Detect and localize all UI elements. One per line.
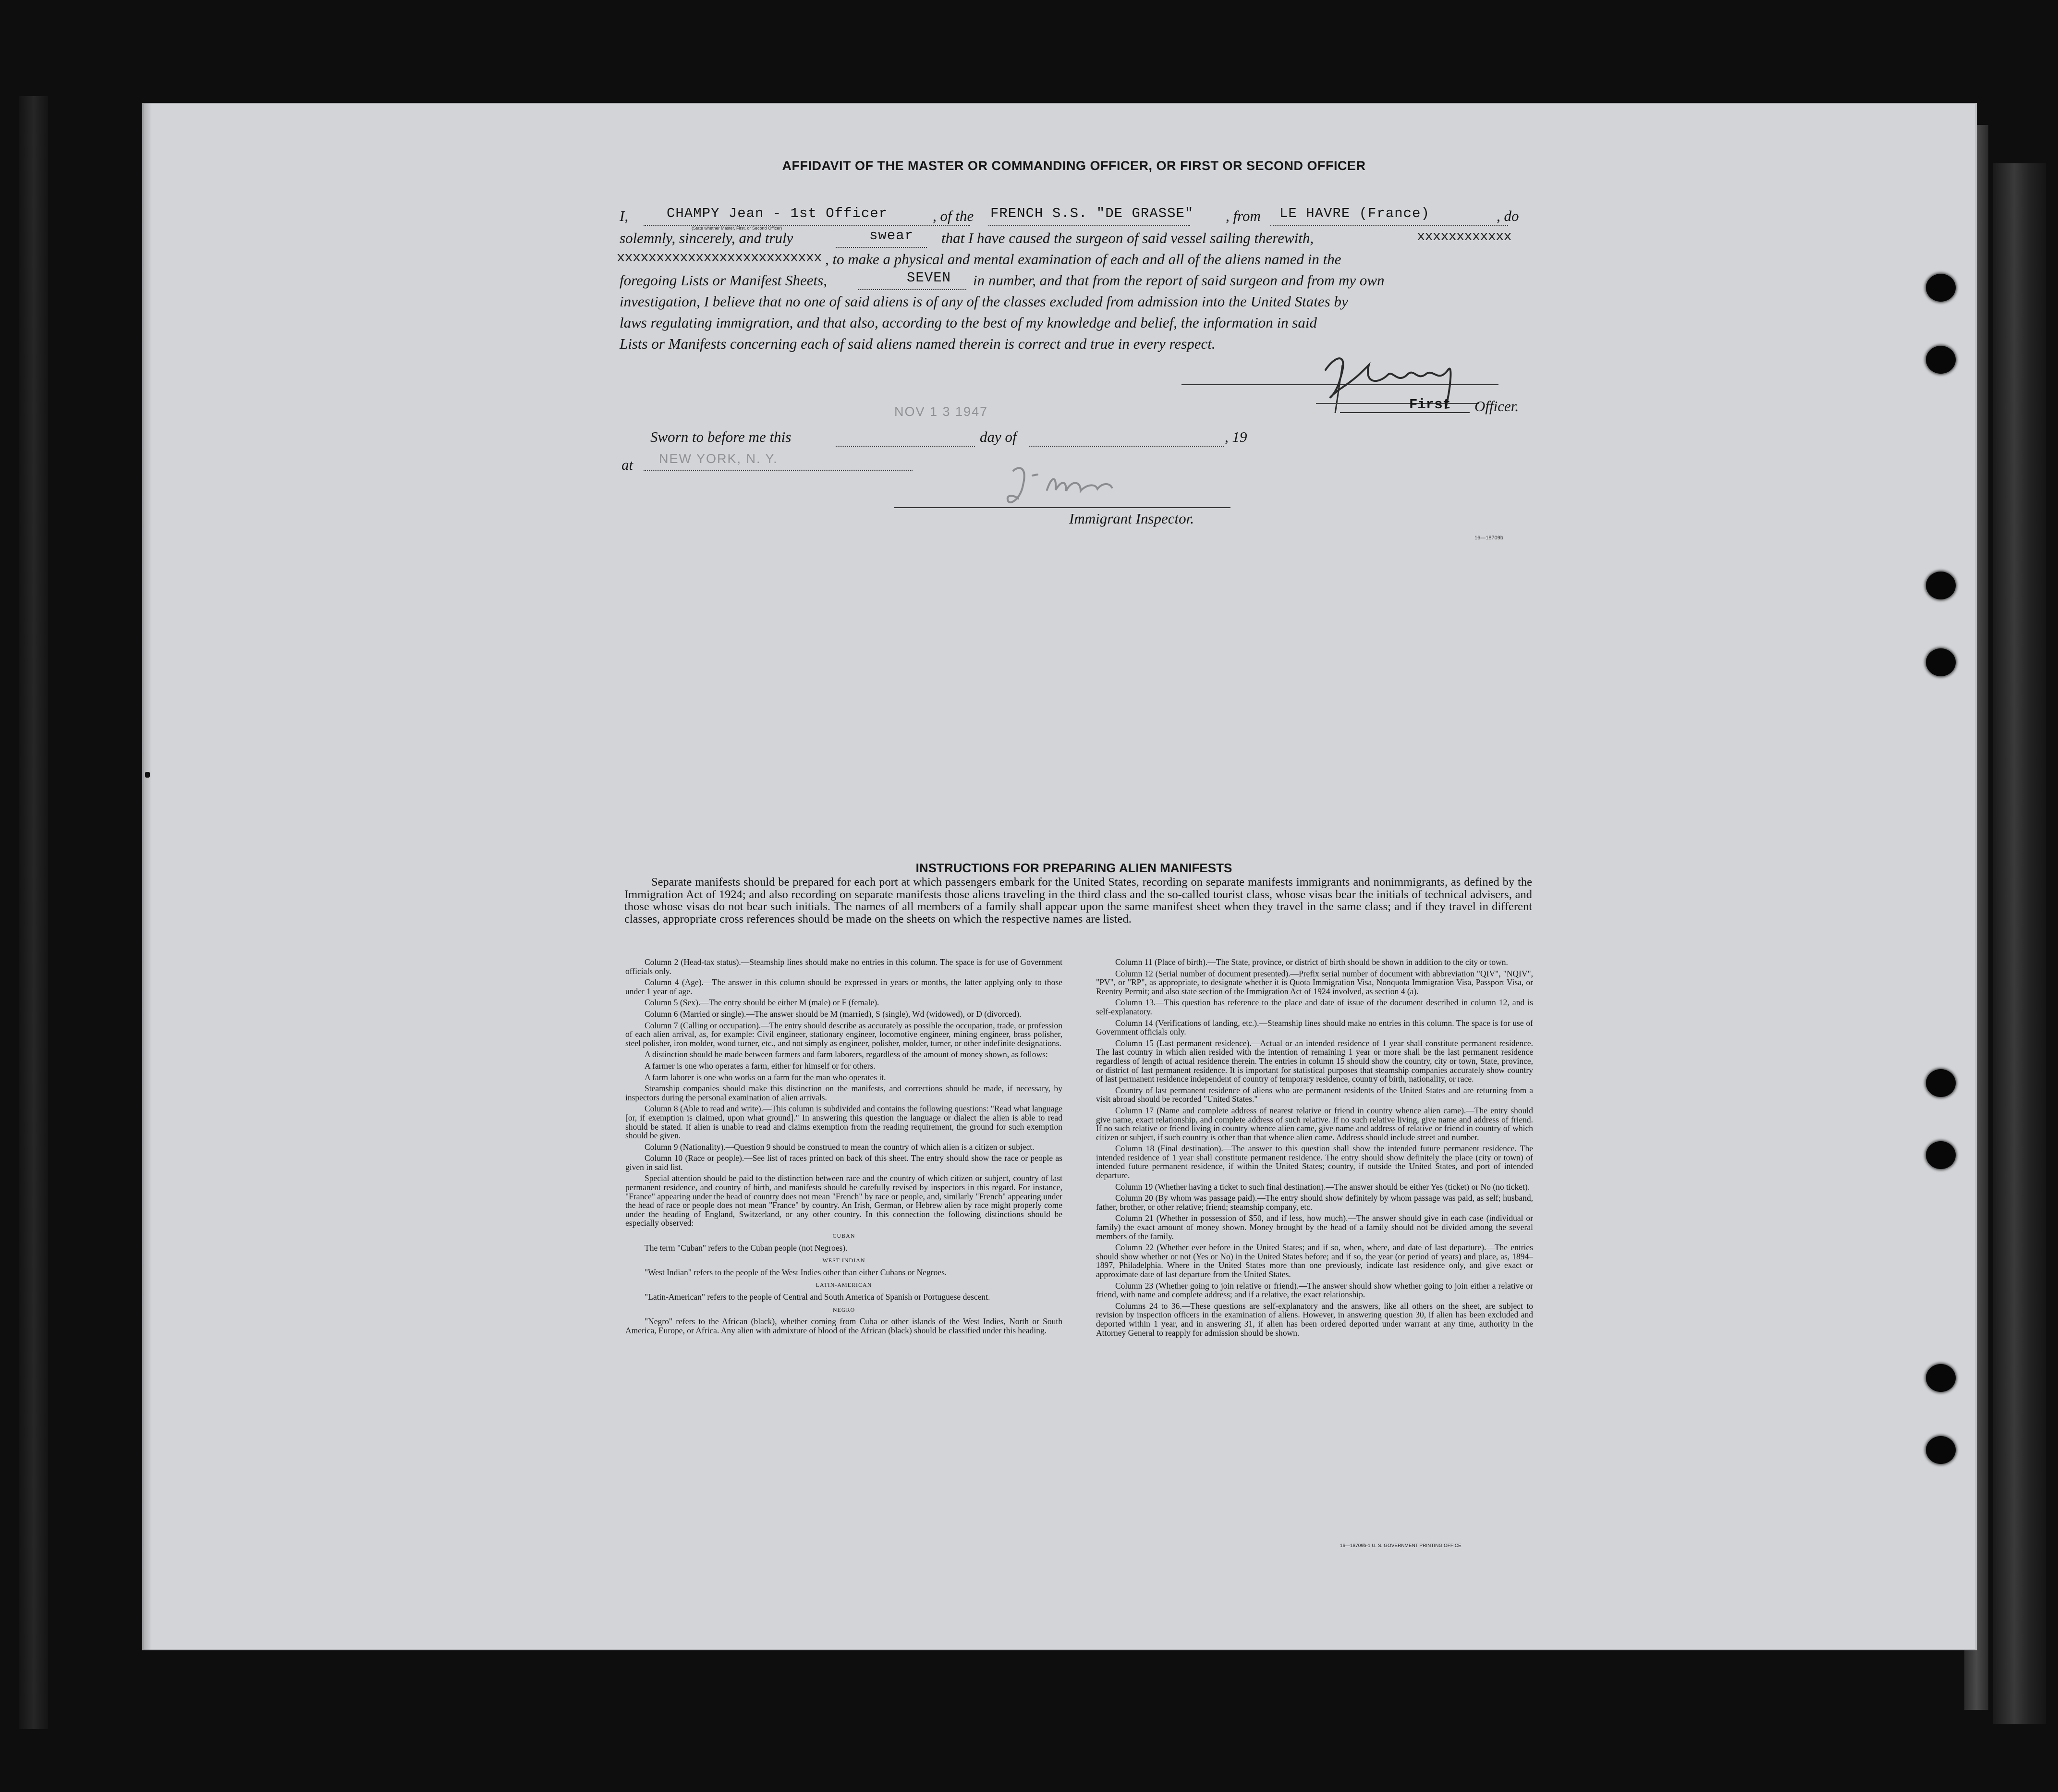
instruction-paragraph: A farm laborer is one who works on a farm for the man who operates it. [645,1072,886,1082]
instruction-paragraph: Column 12 (Serial number of document presented).—Prefix serial number of document with abbreviation "QIV", "NQIV", "PV", or "RP", as appropriate, to designate whether it is Quota Immigration Visa, Nonquota Immigration Visa, Passport Visa, or Reentry Permit; and also state section of the Immigration Act of 1924 involved, as section 4 (a). [1096,968,1533,996]
instruction-paragraph: Column 2 (Head-tax status).—Steamship lines should make no entries in this column. The space is for use of Government officials only. [625,957,1062,976]
affidavit-i: I, [620,207,629,224]
punch-hole [1926,1069,1956,1097]
officer-rank-field: First [1409,397,1451,413]
vessel-name-field: FRENCH S.S. "DE GRASSE" [990,206,1194,221]
blank-line [644,470,913,471]
affidavit-text: Lists or Manifests concerning each of said aliens named therein is correct and true in every respect. [620,335,1216,352]
margin-mark [145,772,150,778]
instruction-paragraph: Column 21 (Whether in possession of $50, and if less, how much).—The answer should give in each case (individual or family) the exact amount of money shown. Money brought by the head of a family should not be divided among the several members of the family. [1096,1213,1533,1241]
departure-port-field: LE HAVRE (France) [1279,206,1430,221]
instruction-paragraph: Column 20 (By whom was passage paid).—The entry should show definitely by whom passage was paid, as self; husband, father, brother, or other relative; friend; steamship company, etc. [1096,1193,1533,1212]
affidavit-title: AFFIDAVIT OF THE MASTER OR COMMANDING OFFICER, OR FIRST OR SECOND OFFICER [782,158,1366,173]
printing-office-code: 16—18709b-1 U. S. GOVERNMENT PRINTING OFFICE [1340,1543,1461,1548]
text-do: , do [1497,207,1519,224]
film-edge-right [1993,163,2046,1724]
instruction-paragraph: Column 11 (Place of birth).—The State, province, or district of birth should be shown in addition to the city or town. [1115,957,1508,967]
instruction-paragraph: Column 17 (Name and complete address of nearest relative or friend in country whence alien came).—The entry should give name, exact relationship, and complete address of such relative. If no such relative living, give name and address of friend. If no such relative or friend living in country whence alien came, give name and address of relative or friend in country of which citizen or subject, if such country is other than that whence alien came. Address should include street and number. [1096,1105,1533,1142]
instruction-paragraph: "Negro" refers to the African (black), whether coming from Cuba or other islands of the West Indies, North or South America, Europe, or Africa. Any alien with admixture of blood of the African (black) should be classified under this heading. [625,1317,1062,1335]
subheading-west-indian: WEST INDIAN [822,1257,865,1264]
instruction-paragraph: "West Indian" refers to the people of the West Indies other than either Cubans or Negroes. [645,1267,947,1277]
officer-rank-note: (State whether Master, First, or Second Officer) [692,226,782,231]
affidavit-text: foregoing Lists or Manifest Sheets, [620,272,827,289]
instruction-paragraph: Steamship companies should make this distinction on the manifests, and corrections should be made, if necessary, by inspectors during the personal examination of alien arrivals. [625,1084,1062,1102]
affidavit-line-6 [620,314,1532,337]
instruction-paragraph: Special attention should be paid to the distinction between race and the country of which citizen or subject, country of last permanent residence, and country of birth, and manifests should be carefully revised by inspectors in this regard. For instance, "France" appearing under the head of country does not mean "French" by race or people, and, similarly "French" appearing under the head of race or people does not mean "France" by country. An Irish, German, or Hebrew alien by race might properly come under the heading of England, Switzerland, or any other country. In this connection the following distinctions should be especially observed: [625,1173,1062,1228]
form-code: 16—18709b [1474,535,1503,541]
punch-hole [1926,572,1956,599]
officer-name-field: CHAMPY Jean - 1st Officer [667,206,888,221]
instruction-paragraph: Column 6 (Married or single).—The answer should be M (married), S (single), Wd (widowed), or D (divorced). [645,1009,1022,1019]
instruction-paragraph: Country of last permanent residence of aliens who are permanent residents of the United States and are returning from a visit abroad should be recorded "United States." [1096,1085,1533,1104]
instruction-paragraph: Column 18 (Final destination).—The answer to this question shall show the intended future permanent residence. The intended residence of 1 year shall constitute permanent residence. The entry should show definitely the place (city or town) of intended future permanent residence, if within the United States; country, if outside the United States, and port of intended departure. [1096,1144,1533,1181]
page-shadow [142,103,152,1650]
punch-hole [1926,648,1956,676]
year-label: , 19 [1225,428,1247,445]
instruction-paragraph: A distinction should be made between farmers and farm laborers, regardless of the amount of money shown, as follows: [645,1049,1048,1060]
blank-line [836,446,975,447]
instruction-paragraph: Column 13.—This question has reference to the place and date of issue of the document described in column 12, and is self-explanatory. [1096,998,1533,1016]
instruction-paragraph: Column 4 (Age).—The answer in this column should be expressed in years or months, the latter applying only to those under 1 year of age. [625,977,1062,996]
oath-field: swear [869,228,914,244]
instruction-paragraph: Column 22 (Whether ever before in the United States; and if so, when, where, and date of last departure).—The entries should show whether or not (Yes or No) in the United States before; and if so, the year (or period of years) and place, as, 1894–1897, Philadelphia. Where in the United States more than one previously, indicate last residence only, and give exact or approximate date of last departure from the United States. [1096,1243,1533,1279]
sworn-label: Sworn to before me this [650,428,792,445]
blank-line [1029,446,1224,447]
instruction-paragraph: Column 10 (Race or people).—See list of races printed on back of this sheet. The entry should show the race or people as given in said list. [625,1153,1062,1172]
sheet-count-field: SEVEN [907,270,951,286]
affidavit-text: investigation, I believe that no one of said aliens is of any of the classes excluded from admission into the United States by [620,293,1348,310]
instruction-paragraph: Column 19 (Whether having a ticket to such final destination).—The answer should be either Yes (ticket) or No (no ticket). [1115,1182,1530,1192]
affidavit-text: solemnly, sincerely, and truly [620,230,793,246]
officer-signature [1306,336,1489,418]
instructions-right-column [1096,958,1533,1340]
blank-line [988,225,1190,226]
punch-hole [1926,274,1956,302]
signature-line [894,507,1230,508]
day-of-label: day of [980,428,1017,445]
officer-label: Officer. [1474,398,1519,414]
instruction-paragraph: A farmer is one who operates a farm, either for himself or for others. [645,1061,876,1071]
affidavit-text: in number, and that from the report of said surgeon and from my own [973,272,1385,289]
affidavit-line-5 [620,293,1532,316]
blank-line [1340,412,1470,413]
instruction-paragraph: "Latin-American" refers to the people of Central and South America of Spanish or Portuguese descent. [645,1292,990,1302]
struck-text: xxxxxxxxxxxx [1417,229,1511,244]
instruction-paragraph: Columns 24 to 36.—These questions are self-explanatory and the answers, like all others on the sheet, are subject to revision by inspection officers in the examination of aliens. However, in answering question 30, if alien has been excluded and deported within 1 year, and in answering 31, if alien has been ordered deported under warrant at any time, authority in the Attorney General to reapply for admission should be shown. [1096,1301,1533,1338]
instruction-paragraph: Column 15 (Last permanent residence).—Actual or an intended residence of 1 year shall constitute permanent residence. The last country in which alien resided with the intention of remaining 1 year or more shall be the last permanent residence regardless of length of actual residence therein. The entries in column 15 should show the country, city or town, State, province, or district of last permanent residence. It is important for statistical purposes that steamship companies accurately show country of last permanent residence independent of country of temporary residence, country of birth, nationality, or race. [1096,1038,1533,1084]
location-stamp: NEW YORK, N. Y. [659,451,778,466]
blank-line [1270,225,1508,226]
punch-hole [1926,1141,1956,1169]
affidavit-text: that I have caused the surgeon of said vessel sailing therewith, [941,230,1314,246]
inspector-label: Immigrant Inspector. [1069,510,1194,527]
instruction-paragraph: The term "Cuban" refers to the Cuban people (not Negroes). [645,1243,848,1253]
text-of-the: , of the [933,207,974,224]
subheading-latin-american: LATIN-AMERICAN [816,1281,872,1289]
instruction-paragraph: Column 23 (Whether going to join relative or friend).—The answer should show whether going to join either a relative or friend, with name and complete address; and if a relative, the exact relationship. [1096,1280,1533,1300]
subheading-negro: NEGRO [832,1306,855,1313]
instruction-paragraph: Column 8 (Able to read and write).—This column is subdivided and contains the following questions: "Read what language [or, if exemption is claimed, upon what ground]." In answering this question the language or dialect the alien is able to read should be stated. If alien is unable to read and claims exemption from the reading requirement, the ground for such exemption should be given. [625,1104,1062,1141]
film-edge-left [19,96,48,1729]
instruction-paragraph: Column 5 (Sex).—The entry should be either M (male) or F (female). [645,998,879,1008]
instruction-paragraph: Column 14 (Verifications of landing, etc.).—Steamship lines should make no entries in this column. The space is for use of Government officials only. [1096,1018,1533,1037]
affidavit-line-4 [620,272,1532,295]
instructions-title: INSTRUCTIONS FOR PREPARING ALIEN MANIFESTS [915,861,1232,875]
blank-line [836,247,927,248]
blank-line [858,289,966,290]
punch-hole [1926,346,1956,374]
inspector-signature [999,461,1153,514]
instruction-paragraph: Column 9 (Nationality).—Question 9 should be construed to mean the country of which alien is a citizen or subject. [645,1142,1035,1152]
subheading-cuban: CUBAN [832,1232,855,1240]
at-label: at [621,456,633,473]
affidavit-text: , to make a physical and mental examination of each and all of the aliens named in the [825,251,1341,268]
punch-hole [1926,1436,1956,1464]
affidavit-line-3 [617,250,1532,274]
instructions-intro: Separate manifests should be prepared for each port at which passengers embark for the United States, recording on separate manifests immigrants and nonimmigrants, as defined by the Immigration Act of 1924; and also recording on separate manifests those aliens traveling in the third class and the so-called tourist class, whose visas bear the initials of technical advisers, and those whose visas do not bear such initials. The names of all members of a family shall appear upon the same manifest sheet when they travel in the same class; and if they travel in different classes, appropriate cross references should be made on the sheets on which the respective names are listed. [624,876,1532,926]
instructions-left-column [625,958,1062,1337]
affidavit-line-2 [620,230,1532,253]
affidavit-text: laws regulating immigration, and that also, according to the best of my knowledge and belief, the information in said [620,314,1317,331]
instruction-paragraph: Column 7 (Calling or occupation).—The entry should describe as accurately as possible the occupation, trade, or profession of each alien arrival, as, for example: Civil engineer, stationary engineer, locomotive engineer, mining engineer, brass polisher, steel polisher, iron molder, wood turner, etc., and not simply as engineer, polisher, molder, turner, or other indefinite designations. [625,1020,1062,1048]
punch-hole [1926,1364,1956,1392]
struck-text: xxxxxxxxxxxxxxxxxxxxxxxxxx [617,250,822,266]
date-stamp: NOV 1 3 1947 [894,404,988,419]
text-from: , from [1226,207,1261,224]
